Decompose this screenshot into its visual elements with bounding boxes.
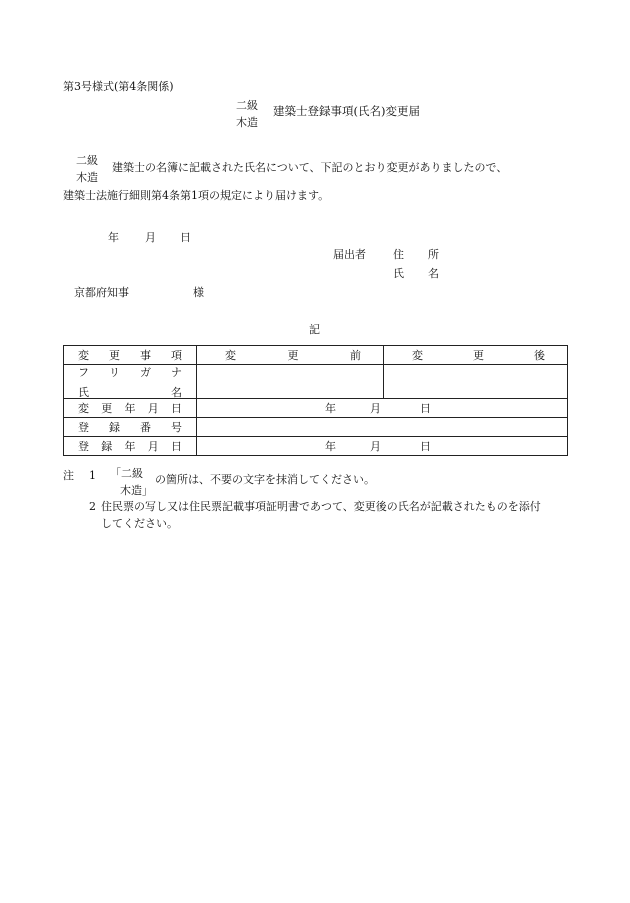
date-day: 日 [180, 231, 191, 244]
ki-heading: 記 [309, 323, 320, 336]
registration-date-label-char: 年 [124, 439, 136, 453]
registration-date-label-char: 登 [78, 439, 89, 453]
name-label-b: 名 [428, 267, 439, 280]
header-before-char: 変 [225, 348, 236, 362]
body-line-1: 建築士の名簿に記載された氏名について、下記のとおり変更がありましたので、 [112, 161, 508, 174]
registration-date-label-char: 録 [101, 439, 113, 453]
registration-number-label-char: 登 [78, 420, 89, 434]
note-2-number: 2 [89, 500, 96, 513]
header-before-cell [197, 346, 384, 365]
registration-date-label-cell [64, 437, 197, 456]
note-1-kind-top: 「二級 [110, 467, 143, 480]
addressee-honorific: 様 [193, 286, 204, 299]
header-item-char: 事 [140, 348, 151, 362]
page-title: 建築士登録事項(氏名)変更届 [273, 104, 420, 118]
header-after-char: 後 [534, 348, 545, 362]
title-kind-bottom: 木造 [236, 116, 258, 129]
furigana-name-label-cell [64, 365, 197, 399]
header-item-char: 更 [109, 348, 120, 362]
registration-number-label-cell [64, 418, 197, 437]
registration-number-label-char: 録 [109, 420, 120, 434]
header-item-char: 項 [171, 348, 182, 362]
registration-number-label-char: 号 [171, 420, 182, 434]
header-before-char: 更 [287, 348, 299, 362]
title-kind-stack [236, 97, 258, 131]
address-label-a: 住 [393, 248, 404, 261]
registration-number-label-char: 番 [140, 420, 151, 434]
name-label-a: 氏 [393, 267, 404, 280]
body-kind-bottom: 木造 [76, 171, 98, 184]
header-before-char: 前 [350, 348, 361, 362]
registration-date-field[interactable] [197, 437, 568, 456]
body-line-2: 建築士法施行細則第4条第1項の規定により届けます。 [63, 189, 330, 202]
form-number: 第3号様式(第4条関係) [63, 80, 174, 93]
name-label-char: 名 [171, 386, 182, 399]
furigana-label-char: リ [109, 366, 120, 379]
header-after-cell [384, 346, 568, 365]
change-date-month-unit: 月 [370, 402, 381, 415]
table-row-registration-number [64, 418, 568, 437]
registration-date-month-unit: 月 [370, 440, 381, 453]
change-date-day-unit: 日 [420, 402, 431, 415]
note-1-kind-bottom: 木造」 [120, 484, 153, 497]
note-2-line-1: 住民票の写し又は住民票記載事項証明書であつて、変更後の氏名が記載されたものを添付 [101, 500, 541, 513]
registration-number-field[interactable] [197, 418, 568, 437]
registration-date-year-unit: 年 [325, 440, 336, 453]
change-date-field[interactable] [197, 399, 568, 418]
change-date-label-char: 更 [101, 401, 113, 415]
furigana-label-char: ガ [140, 366, 151, 379]
notes-label: 注 [63, 469, 74, 482]
addressee-name: 京都府知事 [74, 286, 129, 299]
body-kind-top: 二級 [76, 154, 98, 167]
furigana-label-char: フ [78, 366, 89, 379]
table-row-change-date [64, 399, 568, 418]
registration-date-label-char: 日 [171, 439, 182, 453]
header-item-char: 変 [78, 348, 89, 362]
change-date-label-char: 変 [78, 401, 89, 415]
table-header-row [64, 346, 568, 365]
date-month: 月 [145, 231, 156, 244]
change-date-year-unit: 年 [325, 402, 336, 415]
header-after-char: 変 [412, 348, 423, 362]
change-date-label-cell [64, 399, 197, 418]
header-item-cell [64, 346, 197, 365]
furigana-label-char: ナ [171, 366, 182, 379]
note-1-text: の箇所は、不要の文字を抹消してください。 [155, 473, 375, 486]
name-after-field[interactable] [384, 365, 568, 399]
date-year: 年 [108, 231, 119, 244]
name-before-field[interactable] [197, 365, 384, 399]
note-2-line-2: してください。 [101, 517, 178, 530]
note-1-kind-stack [110, 465, 153, 499]
name-label-char: 氏 [78, 386, 89, 399]
applicant-label: 届出者 [333, 248, 366, 261]
change-date-label-char: 年 [124, 401, 136, 415]
change-date-label-char: 日 [171, 401, 182, 415]
header-after-char: 更 [473, 348, 484, 362]
change-date-label-char: 月 [147, 401, 159, 415]
note-1-number: 1 [89, 469, 96, 482]
body-kind-stack [76, 152, 98, 186]
table-row-furigana-name [64, 365, 568, 399]
address-label-b: 所 [428, 248, 439, 261]
registration-date-label-char: 月 [147, 439, 159, 453]
title-kind-top: 二級 [236, 99, 258, 112]
registration-date-day-unit: 日 [420, 440, 431, 453]
table-row-registration-date [64, 437, 568, 456]
change-table [63, 345, 568, 456]
